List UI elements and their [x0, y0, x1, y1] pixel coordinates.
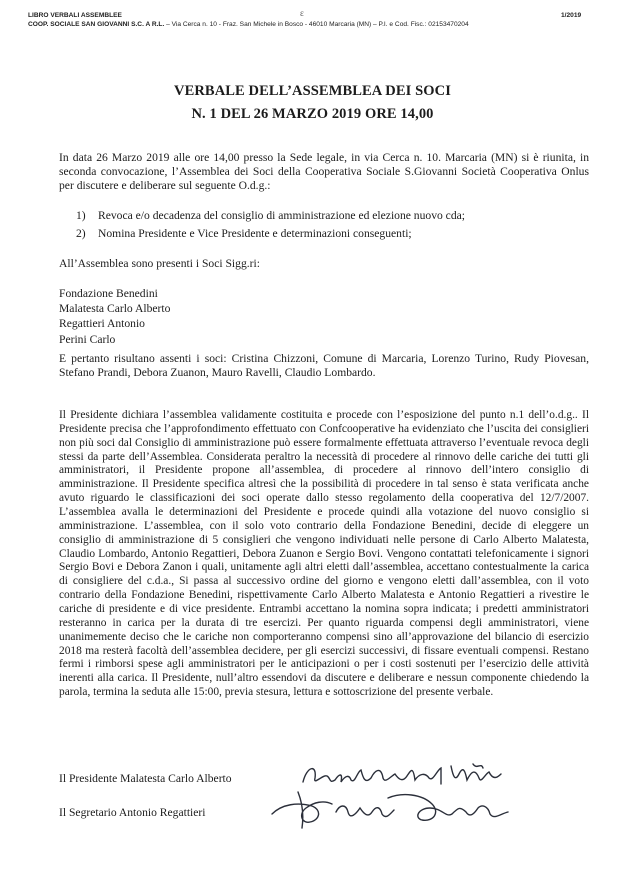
company-address: – Via Cerca n. 10 - Fraz. San Michele in Bosco - 46010 Marcaria (MN) – P.I. e Cod. Fisc.: 02153470204	[164, 21, 469, 28]
page-number: 1/2019	[561, 12, 582, 19]
agenda-item-number: 2)	[76, 227, 86, 240]
agenda-item-text: Nomina Presidente e Vice Presidente e determinazioni conseguenti;	[98, 227, 412, 240]
company-header	[28, 21, 469, 28]
page-mark: ε	[300, 8, 304, 18]
present-members-list	[59, 286, 170, 347]
intro-paragraph: In data 26 Marzo 2019 alle ore 14,00 presso la Sede legale, in via Cerca n. 10. Marcaria (MN) si è riunita, in seconda convocazione, l’Assemblea dei Soci della Cooperativa Sociale S.Giovanni Società Cooperativa Onlus per discutere e deliberare sul seguente O.d.g.:	[59, 151, 589, 193]
agenda-item-text: Revoca e/o decadenza del consiglio di amministrazione ed elezione nuovo cda;	[98, 209, 465, 222]
agenda-list	[76, 207, 586, 243]
agenda-item-number: 1)	[76, 209, 86, 222]
present-members-intro: All’Assemblea sono presenti i Soci Sigg.ri:	[59, 257, 260, 270]
agenda-item	[76, 207, 586, 225]
secretary-signature-label: Il Segretario Antonio Regattieri	[59, 806, 206, 819]
agenda-item	[76, 225, 586, 243]
secretary-signature	[262, 784, 522, 832]
book-title: LIBRO VERBALI ASSEMBLEE	[28, 12, 122, 19]
document-subtitle: N. 1 DEL 26 MARZO 2019 ORE 14,00	[191, 106, 434, 122]
minutes-body: Il Presidente dichiara l’assemblea validamente costituita e procede con l’esposizione del punto n.1 dell’o.d.g.. Il Presidente precisa che l’approfondimento effettuato con Confcooperative ha evidenziato che l’uscita dei consiglieri non più soci dal Consiglio di amministrazione può essere formalmente effettuata attraverso l’eventuale revoca degli stessi da parte dell’Assemblea. Considerata peraltro la necessità di procedere al rinnovo delle cariche dei tutti gli amministratori, il Presidente propone all’assemblea, di procedere al rinnovo dell’intero consiglio di amministrazione. Il Presidente specifica altresì che la possibilità di procedere in tal senso è stata verificata anche avuto riguardo le classificazioni dei soci operate dallo stesso regolamento della cooperativa del 12/7/2007. L’assemblea avalla le determinazioni del Presidente e procede quindi alla votazione del nuovo consiglio si amministrazione. L’assemblea, con il solo voto contrario della Fondazione Benedini, decide di eleggere un consiglio di amministrazione di 5 consiglieri che vengono individuati nelle persone di Carlo Alberto Malatesta, Claudio Lombardo, Antonio Regattieri, Debora Zuanon e Sergio Bovi. Vengono contattati telefonicamente i signori Sergio Bovi e Debora Zanon i quali, unitamente agli altri eletti dall’assemblea, accettano contestualmente la carica di consigliere del c.d.a., Si passa al successivo ordine del giorno e vengono eletti dall’assemblea, con il voto contrario della Fondazione Benedini, rispettivamente Carlo Alberto Malatesta e Antonio Regattieri a rivestire le cariche di presidente e di vice presidente. Entrambi accettano la nomina sopra indicata; i predetti amministratori resteranno in carica per la durata di tre esercizi. Per quanto riguarda compensi degli amministratori, viene unanimemente deciso che le cariche non comporteranno compensi sino all’approvazione del bilancio di esercizio 2018 ma resterà facoltà dell’assemblea decidere, per gli esercizi successivi, di fissare eventuali compensi. Restano fermi i rimborsi spese agli amministratori per le anticipazioni o per i costi sostenuti per l’esercizio delle attività inerenti alla carica. Il Presidente, null’altro essendovi da discutere e deliberare e nessun componente chiedendo la parola, termina la seduta alle 15:00, previa stesura, lettura e sottoscrizione del presente verbale.	[59, 409, 589, 699]
member-name: Fondazione Benedini	[59, 287, 158, 300]
member-name: Perini Carlo	[59, 332, 116, 346]
document-title: VERBALE DELL’ASSEMBLEA DEI SOCI	[174, 83, 451, 99]
absent-members-paragraph: E pertanto risultano assenti i soci: Cristina Chizzoni, Comune di Marcaria, Lorenzo Turino, Rudy Piovesan, Stefano Prandi, Debora Zuanon, Mauro Ravelli, Claudio Lombardo.	[59, 352, 589, 380]
member-name: Regattieri Antonio	[59, 317, 145, 331]
member-name: Malatesta Carlo Alberto	[59, 302, 171, 316]
president-signature-label: Il Presidente Malatesta Carlo Alberto	[59, 772, 232, 785]
company-name: COOP. SOCIALE SAN GIOVANNI S.C. A R.L.	[28, 21, 165, 28]
